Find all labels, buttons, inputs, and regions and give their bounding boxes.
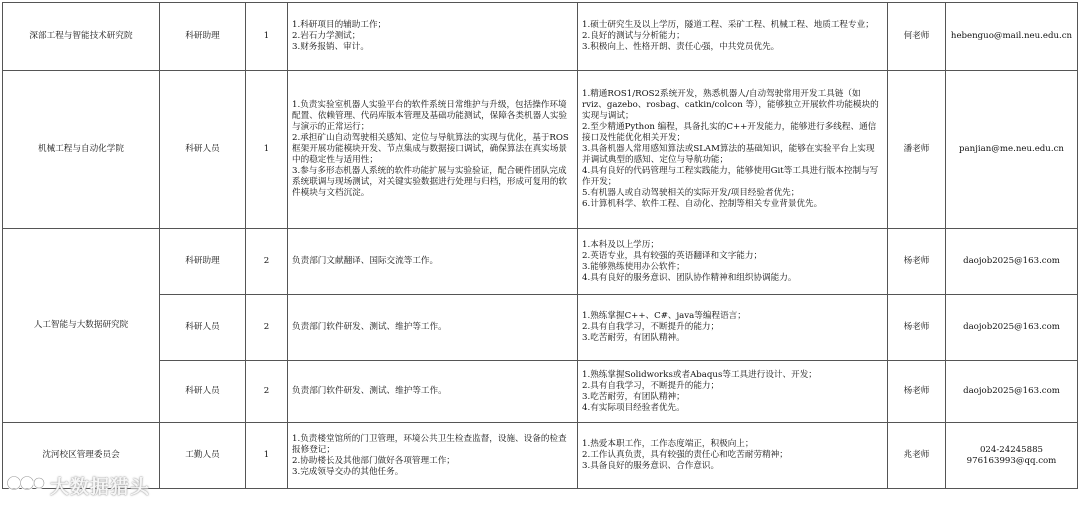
email-link[interactable]: hebenguo@mail.neu.edu.cn <box>950 31 1073 41</box>
email-cell <box>946 295 1078 361</box>
duty-line: 2.承担矿山自动驾驶相关感知、定位与导航算法的实现与优化，基于ROS框架开展功能模块开发、节点集成与数据接口调试，确保算法在真实场景中的稳定性与适用性； <box>292 133 569 165</box>
position-cell: 科研人员 <box>160 71 246 229</box>
requirement-line: 2.工作认真负责，具有较强的责任心和吃苦耐劳精神； <box>582 450 788 460</box>
position-cell: 科研助理 <box>160 3 246 71</box>
table-row <box>3 71 1078 229</box>
email-cell <box>946 71 1078 229</box>
contact-cell: 何老师 <box>888 3 946 71</box>
duties-cell <box>288 423 578 489</box>
email-link[interactable]: daojob2025@163.com <box>963 386 1060 396</box>
duty-line: 1.科研项目的辅助工作； <box>292 20 387 30</box>
requirement-line: 3.具备良好的服务意识、合作意识。 <box>582 461 720 471</box>
position-cell: 科研人员 <box>160 295 246 361</box>
duty-line: 3.财务报销、审计。 <box>292 42 369 52</box>
requirement-line: 6.计算机科学、软件工程、自动化、控制等相关专业背景优先。 <box>582 199 823 209</box>
table-row <box>3 423 1078 489</box>
phone-number[interactable]: 024-24245885 <box>979 444 1044 455</box>
requirement-line: 1.熟练掌握Solidworks或者Abaqus等工具进行设计、开发； <box>582 369 817 380</box>
requirement-line: 4.具有良好的代码管理与工程实践能力，能够使用Git等工具进行版本控制与写作开发； <box>582 166 879 187</box>
duty-line: 3.参与多形态机器人系统的软件功能扩展与实验验证，配合硬件团队完成系统联调与现场测试，对关键实验数据进行处理与归档，形成可复用的软件模块与文档沉淀。 <box>292 166 568 198</box>
requirement-line: 1.精通ROS1/ROS2系统开发，熟悉机器人/自动驾驶常用开发工具链（如rviz、gazebo、rosbag、catkin/colcon 等），能够独立开展软件功能模块的实现与调试； <box>582 89 879 121</box>
requirements-cell <box>578 361 888 423</box>
contact-cell: 杨老师 <box>888 361 946 423</box>
duties-cell <box>288 71 578 229</box>
requirement-line: 4.具有良好的服务意识、团队协作精神和组织协调能力。 <box>582 272 797 283</box>
email-cell <box>946 229 1078 295</box>
requirement-line: 1.熟练掌握C++、C#、java等编程语言； <box>582 311 746 321</box>
contact-cell: 杨老师 <box>888 229 946 295</box>
table-row <box>3 3 1078 71</box>
count-cell: 1 <box>246 71 288 229</box>
table-row <box>3 295 1078 361</box>
requirements-cell <box>578 229 888 295</box>
requirement-line: 1.热爱本职工作，工作态度端正，积极向上； <box>582 439 754 449</box>
department-cell: 深部工程与智能技术研究院 <box>3 3 160 71</box>
duty-line: 3.完成领导交办的其他任务。 <box>292 466 404 477</box>
count-cell: 2 <box>246 229 288 295</box>
requirement-line: 1.硕士研究生及以上学历，隧道工程、采矿工程、机械工程、地质工程专业； <box>582 20 874 30</box>
requirement-line: 3.吃苦耐劳，有团队精神； <box>582 391 685 402</box>
email-cell <box>946 3 1078 71</box>
duty-line: 2.岩石力学测试； <box>292 31 361 41</box>
requirement-line: 2.良好的测试与分析能力； <box>582 31 685 41</box>
email-cell <box>946 423 1078 489</box>
requirements-cell <box>578 423 888 489</box>
requirement-line: 2.至少精通Python 编程，具备扎实的C++开发能力，能够进行多线程、通信接口及性能优化相关开发； <box>582 122 877 143</box>
requirements-cell <box>578 3 888 71</box>
duties-cell <box>288 229 578 295</box>
table-row <box>3 361 1078 423</box>
duties-cell <box>288 3 578 71</box>
duty-line: 2.协助楼长及其他部门做好各项管理工作； <box>292 455 455 466</box>
department-cell: 机械工程与自动化学院 <box>3 71 160 229</box>
requirements-cell <box>578 71 888 229</box>
contact-cell: 兆老师 <box>888 423 946 489</box>
table-row <box>3 229 1078 295</box>
email-link[interactable]: panjian@me.neu.edu.cn <box>959 144 1064 154</box>
email-link[interactable]: daojob2025@163.com <box>963 322 1060 332</box>
watermark-text: 大数据猎头 <box>50 475 151 498</box>
requirements-cell <box>578 295 888 361</box>
count-cell: 2 <box>246 361 288 423</box>
duty-line: 负责部门文献翻译、国际交流等工作。 <box>292 256 439 266</box>
requirement-line: 3.能够熟练使用办公软件； <box>582 261 685 272</box>
position-cell: 工勤人员 <box>160 423 246 489</box>
department-cell: 沈河校区管理委员会 <box>3 423 160 489</box>
email-cell <box>946 361 1078 423</box>
position-cell: 科研人员 <box>160 361 246 423</box>
position-cell: 科研助理 <box>160 229 246 295</box>
department-cell: 人工智能与大数据研究院 <box>3 229 160 423</box>
requirement-line: 3.吃苦耐劳，有团队精神。 <box>582 333 685 343</box>
duty-line: 1.负责楼堂馆所的门卫管理，环境公共卫生检查监督，设施、设备的检查报修登记； <box>292 433 567 455</box>
duties-cell <box>288 295 578 361</box>
count-cell: 1 <box>246 423 288 489</box>
requirement-line: 1.本科及以上学历； <box>582 239 659 250</box>
count-cell: 2 <box>246 295 288 361</box>
requirement-line: 2.具有自我学习，不断提升的能力； <box>582 380 720 391</box>
recruitment-table <box>2 2 1078 489</box>
requirement-line: 3.具备机器人常用感知算法或SLAM算法的基础知识，能够在实验平台上实现并调试典型的感知、定位与导航功能； <box>582 144 875 165</box>
requirement-line: 2.英语专业，具有较强的英语翻译和文字能力； <box>582 250 763 261</box>
email-link[interactable]: daojob2025@163.com <box>963 256 1060 266</box>
requirement-line: 3.积极向上、性格开朗、责任心强，中共党员优先。 <box>582 42 780 52</box>
duty-line: 负责部门软件研发、测试、维护等工作。 <box>292 322 447 332</box>
contact-cell: 潘老师 <box>888 71 946 229</box>
count-cell: 1 <box>246 3 288 71</box>
duty-line: 1.负责实验室机器人实验平台的软件系统日常维护与升级，包括操作环境配置、依赖管理、代码库版本管理及基础功能测试，保障各类机器人实验与演示的正常运行； <box>292 100 568 132</box>
requirement-line: 2.具有自我学习，不断提升的能力； <box>582 322 720 332</box>
requirement-line: 4.有实际项目经验者优先。 <box>582 402 685 413</box>
contact-cell: 杨老师 <box>888 295 946 361</box>
requirement-line: 5.有机器人或自动驾驶相关的实际开发/项目经验者优先； <box>582 188 800 198</box>
email-link[interactable]: 976163993@qq.com <box>966 455 1057 466</box>
duty-line: 负责部门软件研发、测试、维护等工作。 <box>292 386 447 396</box>
duties-cell <box>288 361 578 423</box>
